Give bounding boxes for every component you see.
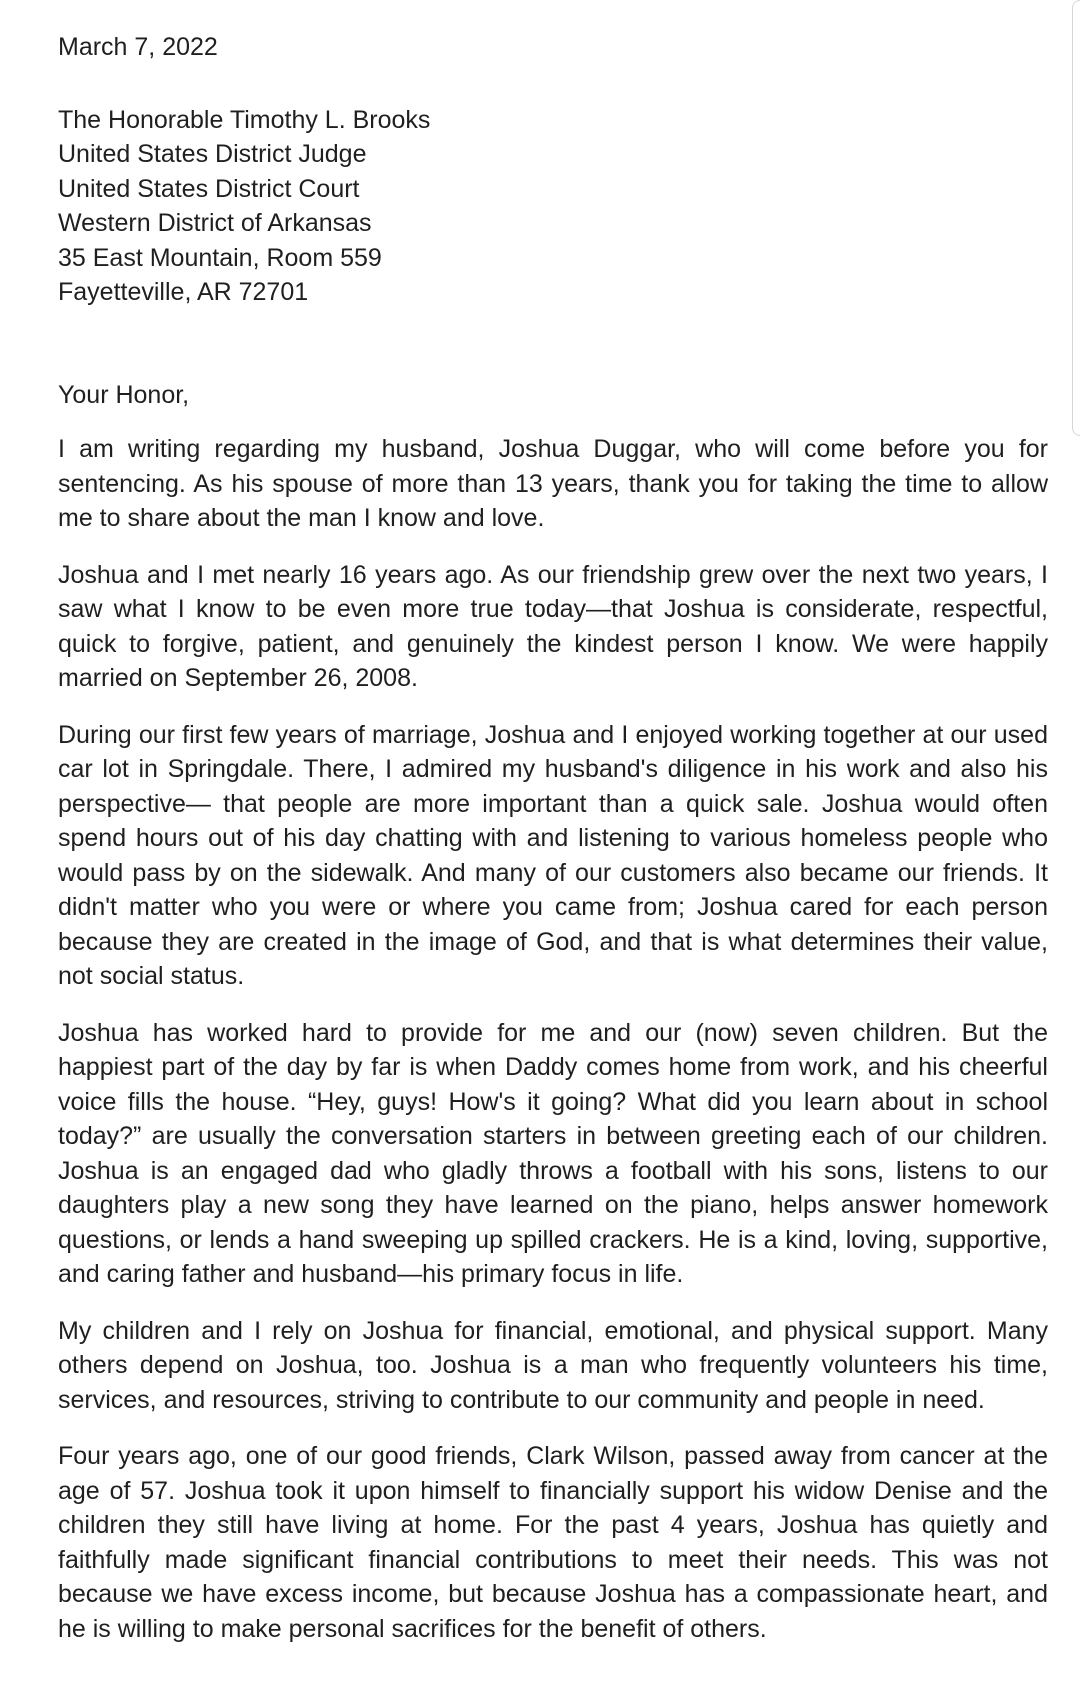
paragraph: I am writing regarding my husband, Joshua Duggar, who will come before you for sentencing. As his spouse of more than 13 years, thank you for taking the time to allow me to share about the man I know and love.: [58, 435, 1048, 532]
letter-date: March 7, 2022: [58, 33, 218, 61]
paragraph: Joshua has worked hard to provide for me and our (now) seven children. But the happiest part of the day by far is when Daddy comes home from work, and his cheerful voice fills the house. “Hey, guys! How's it going? What did you learn about in school today?” are usually the conversation starters in between greeting each of our children. Joshua is an engaged dad who gladly throws a football with his sons, listens to our daughters play a new song they have learned on the piano, helps answer homework questions, or lends a hand sweeping up spilled crackers. He is a kind, loving, supportive, and caring father and husband—his primary focus in life.: [58, 1018, 1048, 1288]
paragraph: Joshua and I met nearly 16 years ago. As our friendship grew over the next two years, I saw what I know to be even more true today—that Joshua is considerate, respectful, quick to forgive, patient, and genuinely the kindest person I know. We were happily married on September 26, 2008.: [58, 560, 1048, 692]
recipient-city: Fayetteville, AR 72701: [58, 278, 309, 306]
recipient-street: 35 East Mountain, Room 559: [58, 243, 382, 272]
recipient-address: [58, 103, 1048, 310]
recipient-district: Western District of Arkansas: [58, 209, 372, 237]
salutation: Your Honor,: [58, 380, 190, 409]
recipient-title: United States District Judge: [58, 140, 367, 168]
letter-body: [58, 30, 1048, 1668]
recipient-court: United States District Court: [58, 174, 360, 203]
paragraph: My children and I rely on Joshua for financial, emotional, and physical support. Many others depend on Joshua, too. Joshua is a man who frequently volunteers his time, services, and resources, striving to contribute to our community and people in need.: [58, 1316, 1048, 1414]
paragraph: Four years ago, one of our good friends, Clark Wilson, passed away from cancer at the age of 57. Joshua took it upon himself to financially support his widow Denise and the children they still have living at home. For the past 4 years, Joshua has quietly and faithfully made significant financial contributions to meet their needs. This was not because we have excess income, but because Joshua has a compassionate heart, and he is willing to make personal sacrifices for the benefit of others.: [58, 1442, 1048, 1643]
scroll-indicator[interactable]: [1072, 0, 1080, 436]
paragraph: During our first few years of marriage, Joshua and I enjoyed working together at our used car lot in Springdale. There, I admired my husband's diligence in his work and also his perspective— that people are more important than a quick sale. Joshua would often spend hours out of his day chatting with and listening to various homeless people who would pass by on the sidewalk. And many of our customers also became our friends. It didn't matter who you were or where you came from; Joshua cared for each person because they are created in the image of God, and that is what determines their value, not social status.: [58, 720, 1048, 990]
recipient-name: The Honorable Timothy L. Brooks: [58, 105, 431, 134]
